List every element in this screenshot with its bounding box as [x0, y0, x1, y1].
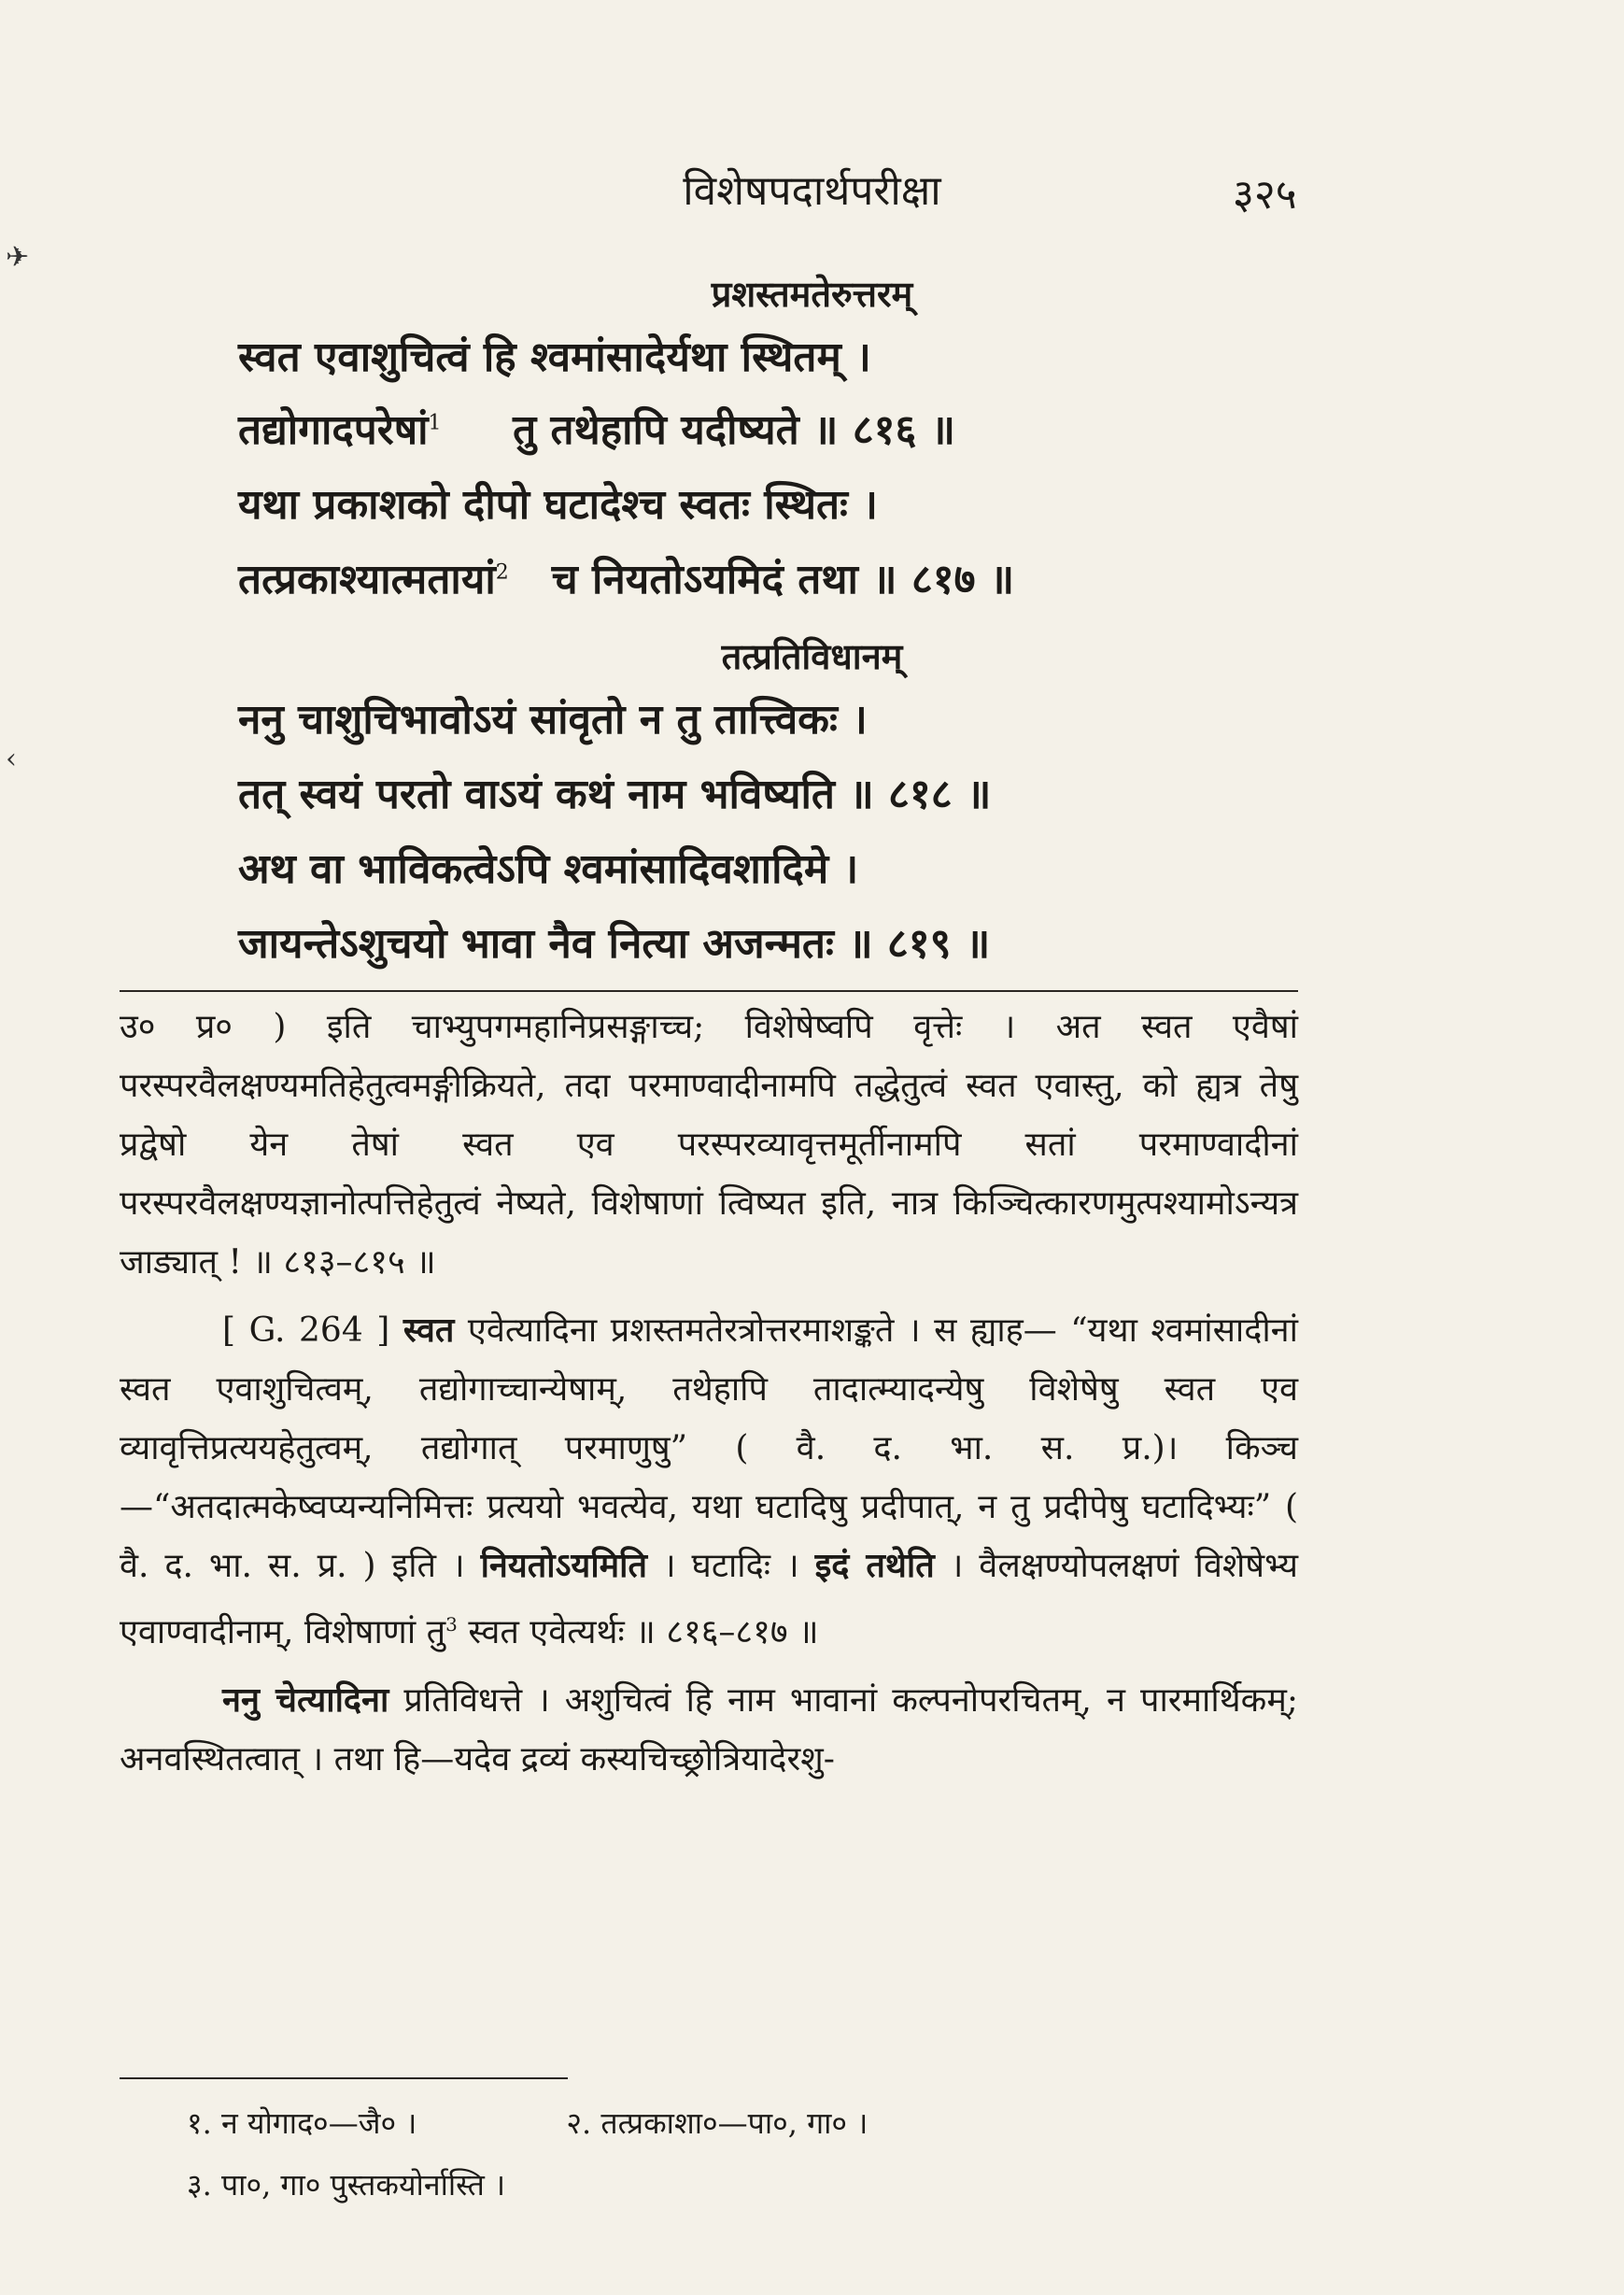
footnote: २. तत्प्रकाशा०—पा०, गा० । [566, 2105, 868, 2141]
page-number: ३२५ [1233, 171, 1297, 219]
lemma: इदं तथेति [814, 1546, 935, 1585]
commentary-block [120, 998, 1298, 1789]
commentary-text: प्रतिविधत्ते । अशुचित्वं हि नाम भावानां कल्पनोपरचितम्, न पारमार्थिकम्; अनवस्थितत्वात् । तथा हि—यदेव द्रव्यं कस्यचिच्छ्रोत्रियादेरशु- [120, 1681, 1298, 1778]
lemma: स्वत [402, 1310, 455, 1350]
footnote-mark: 1 [428, 411, 442, 435]
verse-line: अथ वा भाविकत्वेऽपि श्वमांसादिवशादिमे । [238, 845, 859, 893]
verse-line: ननु चाशुचिभावोऽयं सांवृतो न तु तात्त्विकः । [238, 696, 868, 744]
margin-mark-mid: ‹ [6, 743, 17, 775]
section-heading-1: प्रशस्तमतेरुत्तरम् [711, 273, 913, 315]
footnote-mark: 2 [495, 560, 509, 585]
footnote-row [187, 2154, 1214, 2216]
verse-text: च नियतोऽयमिदं तथा ॥ ८१७ ॥ [551, 556, 1015, 603]
margin-mark-top: ✈ [6, 241, 30, 274]
commentary-text: । घटादिः । [662, 1547, 799, 1585]
running-title: विशेषपदार्थपरीक्षा [683, 167, 941, 215]
verse-line [238, 549, 1340, 605]
verse-line: जायन्तेऽशुचयो भावा नैव नित्या अजन्मतः ॥ ८१९ ॥ [238, 920, 991, 968]
footnote: ३. पा०, गा० पुस्तकयोर्नास्ति । [187, 2167, 506, 2203]
verse-line: स्वत एवाशुचित्वं हि श्वमांसादेर्यथा स्थितम् । [238, 333, 871, 381]
commentary-text: स्वत एवेत्यर्थः ॥ ८१६–८१७ ॥ [468, 1613, 819, 1651]
verse-line [238, 400, 1340, 456]
footnote-row [187, 2092, 1214, 2154]
verse-line: तत् स्वयं परतो वाऽयं कथं नाम भविष्यति ॥ ८१८ ॥ [238, 771, 992, 818]
commentary-paragraph [120, 1301, 1298, 1662]
gloss-reference: [ G. 264 ] [222, 1311, 390, 1350]
lemma: ननु चेत्यादिना [222, 1680, 389, 1720]
lemma: नियतोऽयमिति [480, 1546, 648, 1585]
commentary-paragraph [120, 1671, 1298, 1789]
verse-text: तत्प्रकाश्यात्मतायां [238, 556, 496, 603]
footnote: १. न योगाद०—जै० । [187, 2105, 417, 2141]
commentary-text: एवेत्यादिना प्रशस्तमतेरत्रोत्तरमाशङ्कते । स ह्याह— “यथा श्वमांसादीनां स्वत एवाशुचित्वम्, तद्योगाच्चान्येषाम्, तथेहापि तादात्म्यादन्येषु विशेषेषु स्वत एव व्यावृत्तिप्रत्ययहेतुत्वम्, तद्योगात् परमाणुषु” ( वै. द. भा. स. प्र.)। किञ्च—“अतदात्मकेष्वप्यन्यनिमित्तः प्रत्ययो भवत्येव, यथा घटादिषु प्रदीपात्, न तु प्रदीपेषु घटादिभ्यः” ( वै. द. भा. स. प्र. ) इति । [120, 1311, 1298, 1585]
verse-text: तु तथेहापि यदीष्यते ॥ ८१६ ॥ [513, 406, 956, 454]
commentary-paragraph: उ० प्र० ) इति चाभ्युपगमहानिप्रसङ्गाच्च; विशेषेष्वपि वृत्तेः । अत स्वत एवैषां परस्परवैलक्षण्यमतिहेतुत्वमङ्गीक्रियते, तदा परमाण्वादीनामपि तद्धेतुत्वं स्वत एवास्तु, को ह्यत्र तेषु प्रद्वेषो येन तेषां स्वत एव परस्परव्यावृत्तमूर्तीनामपि सतां परमाण्वादीनां परस्परवैलक्षण्यज्ञानोत्पत्तिहेतुत्वं नेष्यते, विशेषाणां त्विष्यत इति, नात्र किञ्चित्कारणमुत्पश्यामोऽन्यत्र जाड्यात् ! ॥ ८१३–८१५ ॥ [120, 1008, 1298, 1282]
footnotes [187, 2092, 1214, 2216]
verse-text: तद्योगादपरेषां [238, 406, 429, 454]
commentary-text: । वैलक्षण्योपलक्षणं विशेषेभ्य एवाण्वादीनाम्, विशेषाणां तु [120, 1547, 1298, 1651]
footnote-mark: 3 [445, 1613, 458, 1636]
verse-commentary-divider [120, 990, 1298, 992]
verse-line: यथा प्रकाशको दीपो घटादेश्च स्वतः स्थितः । [238, 481, 878, 529]
footnote-divider [120, 2077, 568, 2079]
section-heading-2: तत्प्रतिविधानम् [721, 635, 903, 677]
